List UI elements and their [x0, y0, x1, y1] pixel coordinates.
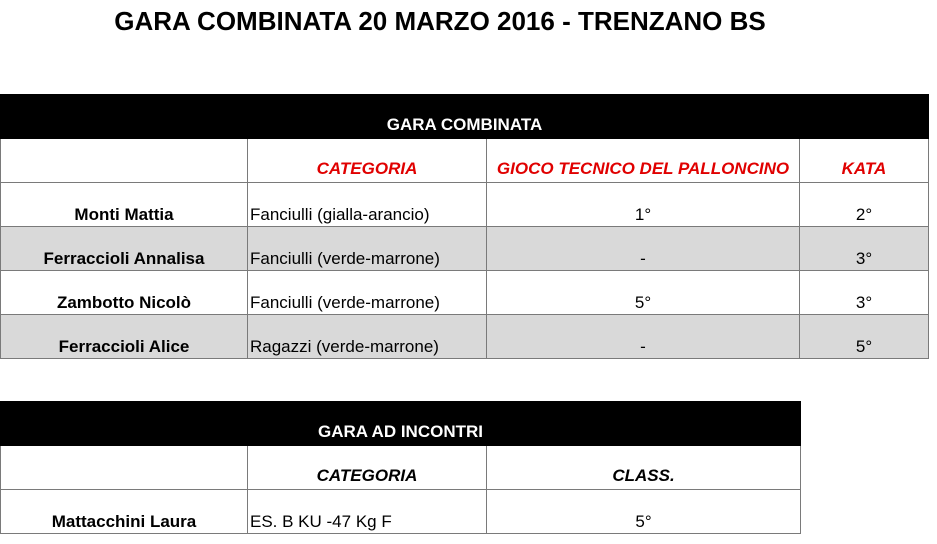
- gioco-result: -: [487, 315, 800, 359]
- athlete-name: Mattacchini Laura: [1, 490, 248, 534]
- table-row: [1, 183, 929, 227]
- combinata-table: [0, 94, 929, 359]
- athlete-category: Ragazzi (verde-marrone): [248, 315, 487, 359]
- gioco-result: 1°: [487, 183, 800, 227]
- table-row: [1, 315, 929, 359]
- kata-result: 3°: [800, 271, 929, 315]
- table-row: [1, 227, 929, 271]
- athlete-name: Zambotto Nicolò: [1, 271, 248, 315]
- gioco-result: -: [487, 227, 800, 271]
- athlete-name: Monti Mattia: [1, 183, 248, 227]
- athlete-name: Ferraccioli Alice: [1, 315, 248, 359]
- athlete-name: Ferraccioli Annalisa: [1, 227, 248, 271]
- blank-header-cell: [1, 446, 248, 490]
- gioco-column-header: GIOCO TECNICO DEL PALLONCINO: [487, 139, 800, 183]
- incontri-header-row: [1, 402, 801, 446]
- incontri-header: GARA AD INCONTRI: [1, 402, 801, 446]
- combinata-header-row: [1, 95, 929, 139]
- combinata-column-headers: [1, 139, 929, 183]
- kata-result: 2°: [800, 183, 929, 227]
- categoria-column-header: CATEGORIA: [248, 446, 487, 490]
- categoria-column-header: CATEGORIA: [248, 139, 487, 183]
- kata-column-header: KATA: [800, 139, 929, 183]
- class-column-header: CLASS.: [487, 446, 801, 490]
- class-result: 5°: [487, 490, 801, 534]
- page-title: GARA COMBINATA 20 MARZO 2016 - TRENZANO BS: [114, 6, 766, 36]
- blank-header-cell: [1, 139, 248, 183]
- combinata-header: GARA COMBINATA: [1, 95, 929, 139]
- athlete-category: ES. B KU -47 Kg F: [248, 490, 487, 534]
- kata-result: 3°: [800, 227, 929, 271]
- athlete-category: Fanciulli (gialla-arancio): [248, 183, 487, 227]
- athlete-category: Fanciulli (verde-marrone): [248, 271, 487, 315]
- kata-result: 5°: [800, 315, 929, 359]
- athlete-category: Fanciulli (verde-marrone): [248, 227, 487, 271]
- table-row: [1, 271, 929, 315]
- gioco-result: 5°: [487, 271, 800, 315]
- incontri-column-headers: [1, 446, 801, 490]
- incontri-table: [0, 401, 801, 534]
- table-row: [1, 490, 801, 534]
